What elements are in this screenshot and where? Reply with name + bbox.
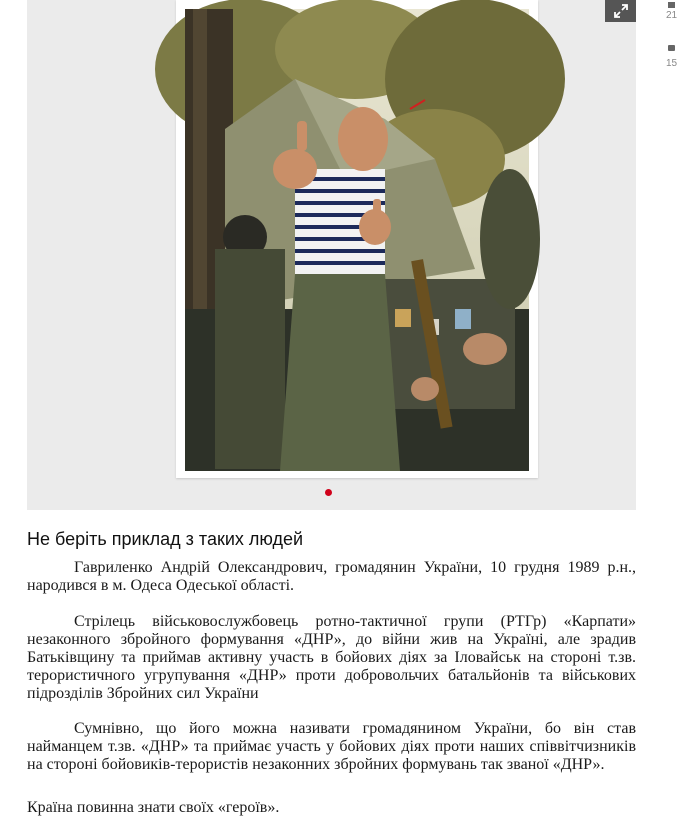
- article-heading: Не беріть приклад з таких людей: [27, 529, 304, 549]
- camera-icon: [668, 45, 675, 51]
- gallery-photo[interactable]: [185, 9, 529, 471]
- article-paragraph: Гавриленко Андрій Олександрович, громадянин України, 10 грудня 1989 р.н., народився в м. Одеса Одеської області.: [27, 559, 636, 594]
- photo-frame: [176, 0, 538, 478]
- photos-count: 15: [666, 58, 677, 69]
- views-icon: [668, 2, 675, 8]
- photo-gallery: [27, 0, 636, 510]
- expand-icon: [613, 3, 629, 19]
- article-paragraph: Країна повинна знати своїх «героїв».: [27, 799, 280, 816]
- slide-indicator-dot[interactable]: [325, 489, 332, 496]
- article-paragraph: Стрілець військовослужбовець ротно-тактичної групи (РТГр) «Карпати» незаконного збройного формування «ДНР», до війни жив на Україні, але зрадив Батьківщину та приймав активну участь в бойових діях за Іловайськ на стороні т.зв. терористичного угрупування «ДНР» проти добровольчих батальйонів та військових підрозділів Збройних сил України: [27, 613, 636, 702]
- fullscreen-button[interactable]: [605, 0, 636, 22]
- article-paragraph: Сумнівно, що його можна називати громадянином України, бо він став найманцем т.зв. «ДНР» та приймає участь у бойових діях проти наших співвітчизників на стороні бойовиків-терористів незаконних збройних формувань так званої «ДНР».: [27, 720, 636, 773]
- views-count: 21: [666, 10, 677, 21]
